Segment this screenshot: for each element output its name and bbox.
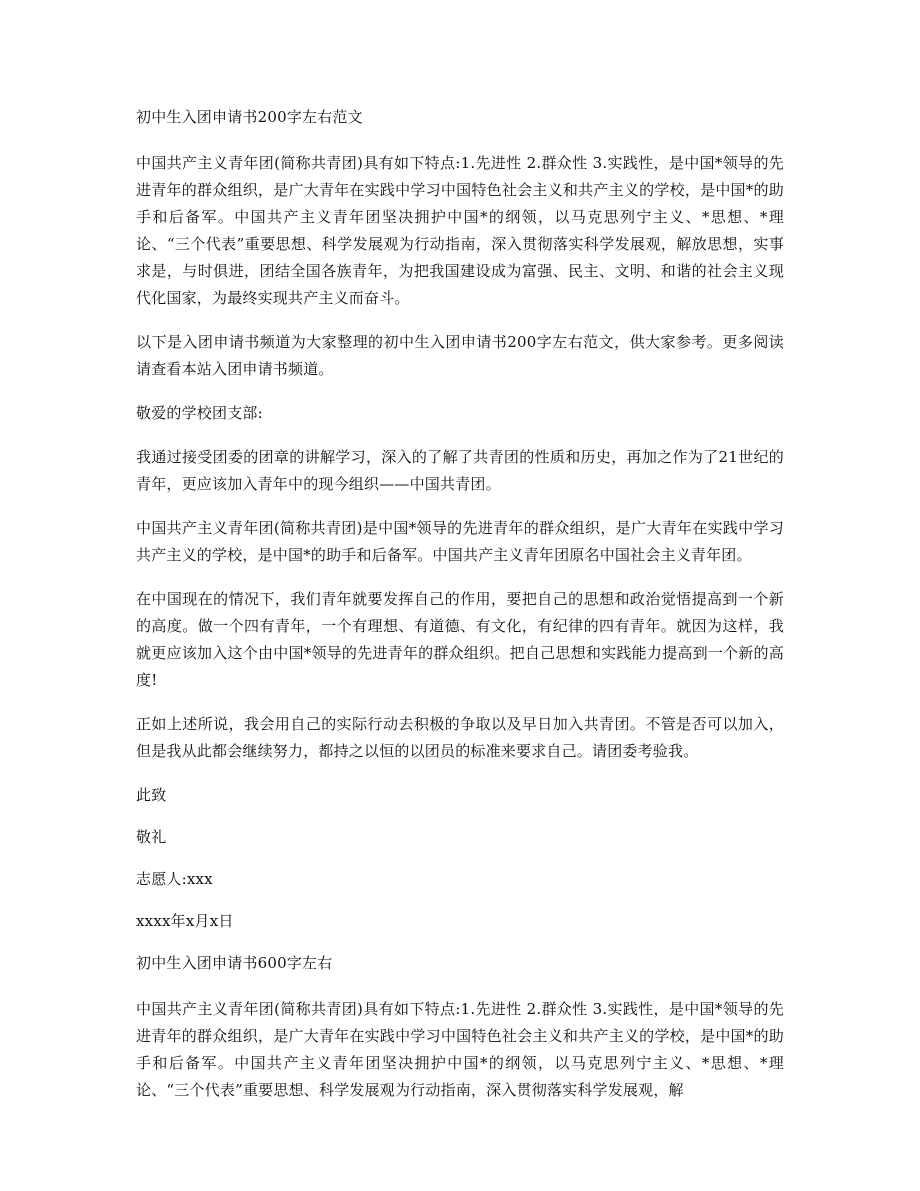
- second-intro-paragraph: 中国共产主义青年团(简称共青团)具有如下特点:1.先进性 2.群众性 3.实践性，是中国*领导的先进青年的群众组织，是广大青年在实践中学习中国特色社会主义和共产主义的学校，是中国*的助手和后备军。中国共产主义青年团坚决拥护中国*的纲领，以马克思列宁主义、*思想、*理论、“三个代表”重要思想、科学发展观为行动指南，深入贯彻落实科学发展观，解: [136, 1000, 784, 1099]
- salutation: 敬爱的学校团支部:: [136, 404, 263, 422]
- second-document-title: 初中生入团申请书600字左右: [136, 954, 333, 972]
- closing-line-2: 敬礼: [136, 828, 167, 846]
- document-title: 初中生入团申请书200字左右范文: [136, 108, 363, 126]
- signature: 志愿人:xxx: [136, 870, 213, 888]
- channel-note-paragraph: 以下是入团申请书频道为大家整理的初中生入团申请书200字左右范文，供大家参考。更多阅读请查看本站入团申请书频道。: [136, 333, 784, 378]
- closing-line-1: 此致: [136, 786, 167, 804]
- document-page: [136, 104, 784, 1121]
- body-paragraph-3: 在中国现在的情况下，我们青年就要发挥自己的作用，要把自己的思想和政治觉悟提高到一个新的高度。做一个四有青年，一个有理想、有道德、有文化，有纪律的四有青年。就因为这样，我就更应该加入这个由中国*领导的先进青年的群众组织。把自己思想和实践能力提高到一个新的高度!: [136, 590, 784, 689]
- date-line: xxxx年x月x日: [136, 912, 234, 930]
- body-paragraph-1: 我通过接受团委的团章的讲解学习，深入的了解了共青团的性质和历史，再加之作为了21世纪的青年，更应该加入青年中的现今组织——中国共青团。: [136, 448, 784, 493]
- body-paragraph-4: 正如上述所说，我会用自己的实际行动去积极的争取以及早日加入共青团。不管是否可以加入，但是我从此都会继续努力，都持之以恒的以团员的标准来要求自己。请团委考验我。: [136, 715, 784, 760]
- body-paragraph-2: 中国共产主义青年团(简称共青团)是中国*领导的先进青年的群众组织，是广大青年在实践中学习共产主义的学校，是中国*的助手和后备军。中国共产主义青年团原名中国社会主义青年团。: [136, 519, 784, 564]
- intro-paragraph: 中国共产主义青年团(简称共青团)具有如下特点:1.先进性 2.群众性 3.实践性，是中国*领导的先进青年的群众组织，是广大青年在实践中学习中国特色社会主义和共产主义的学校，是中国*的助手和后备军。中国共产主义青年团坚决拥护中国*的纲领，以马克思列宁主义、*思想、*理论、“三个代表”重要思想、科学发展观为行动指南，深入贯彻落实科学发展观，解放思想，实事求是，与时俱进，团结全国各族青年，为把我国建设成为富强、民主、文明、和谐的社会主义现代化国家，为最终实现共产主义而奋斗。: [136, 154, 784, 307]
